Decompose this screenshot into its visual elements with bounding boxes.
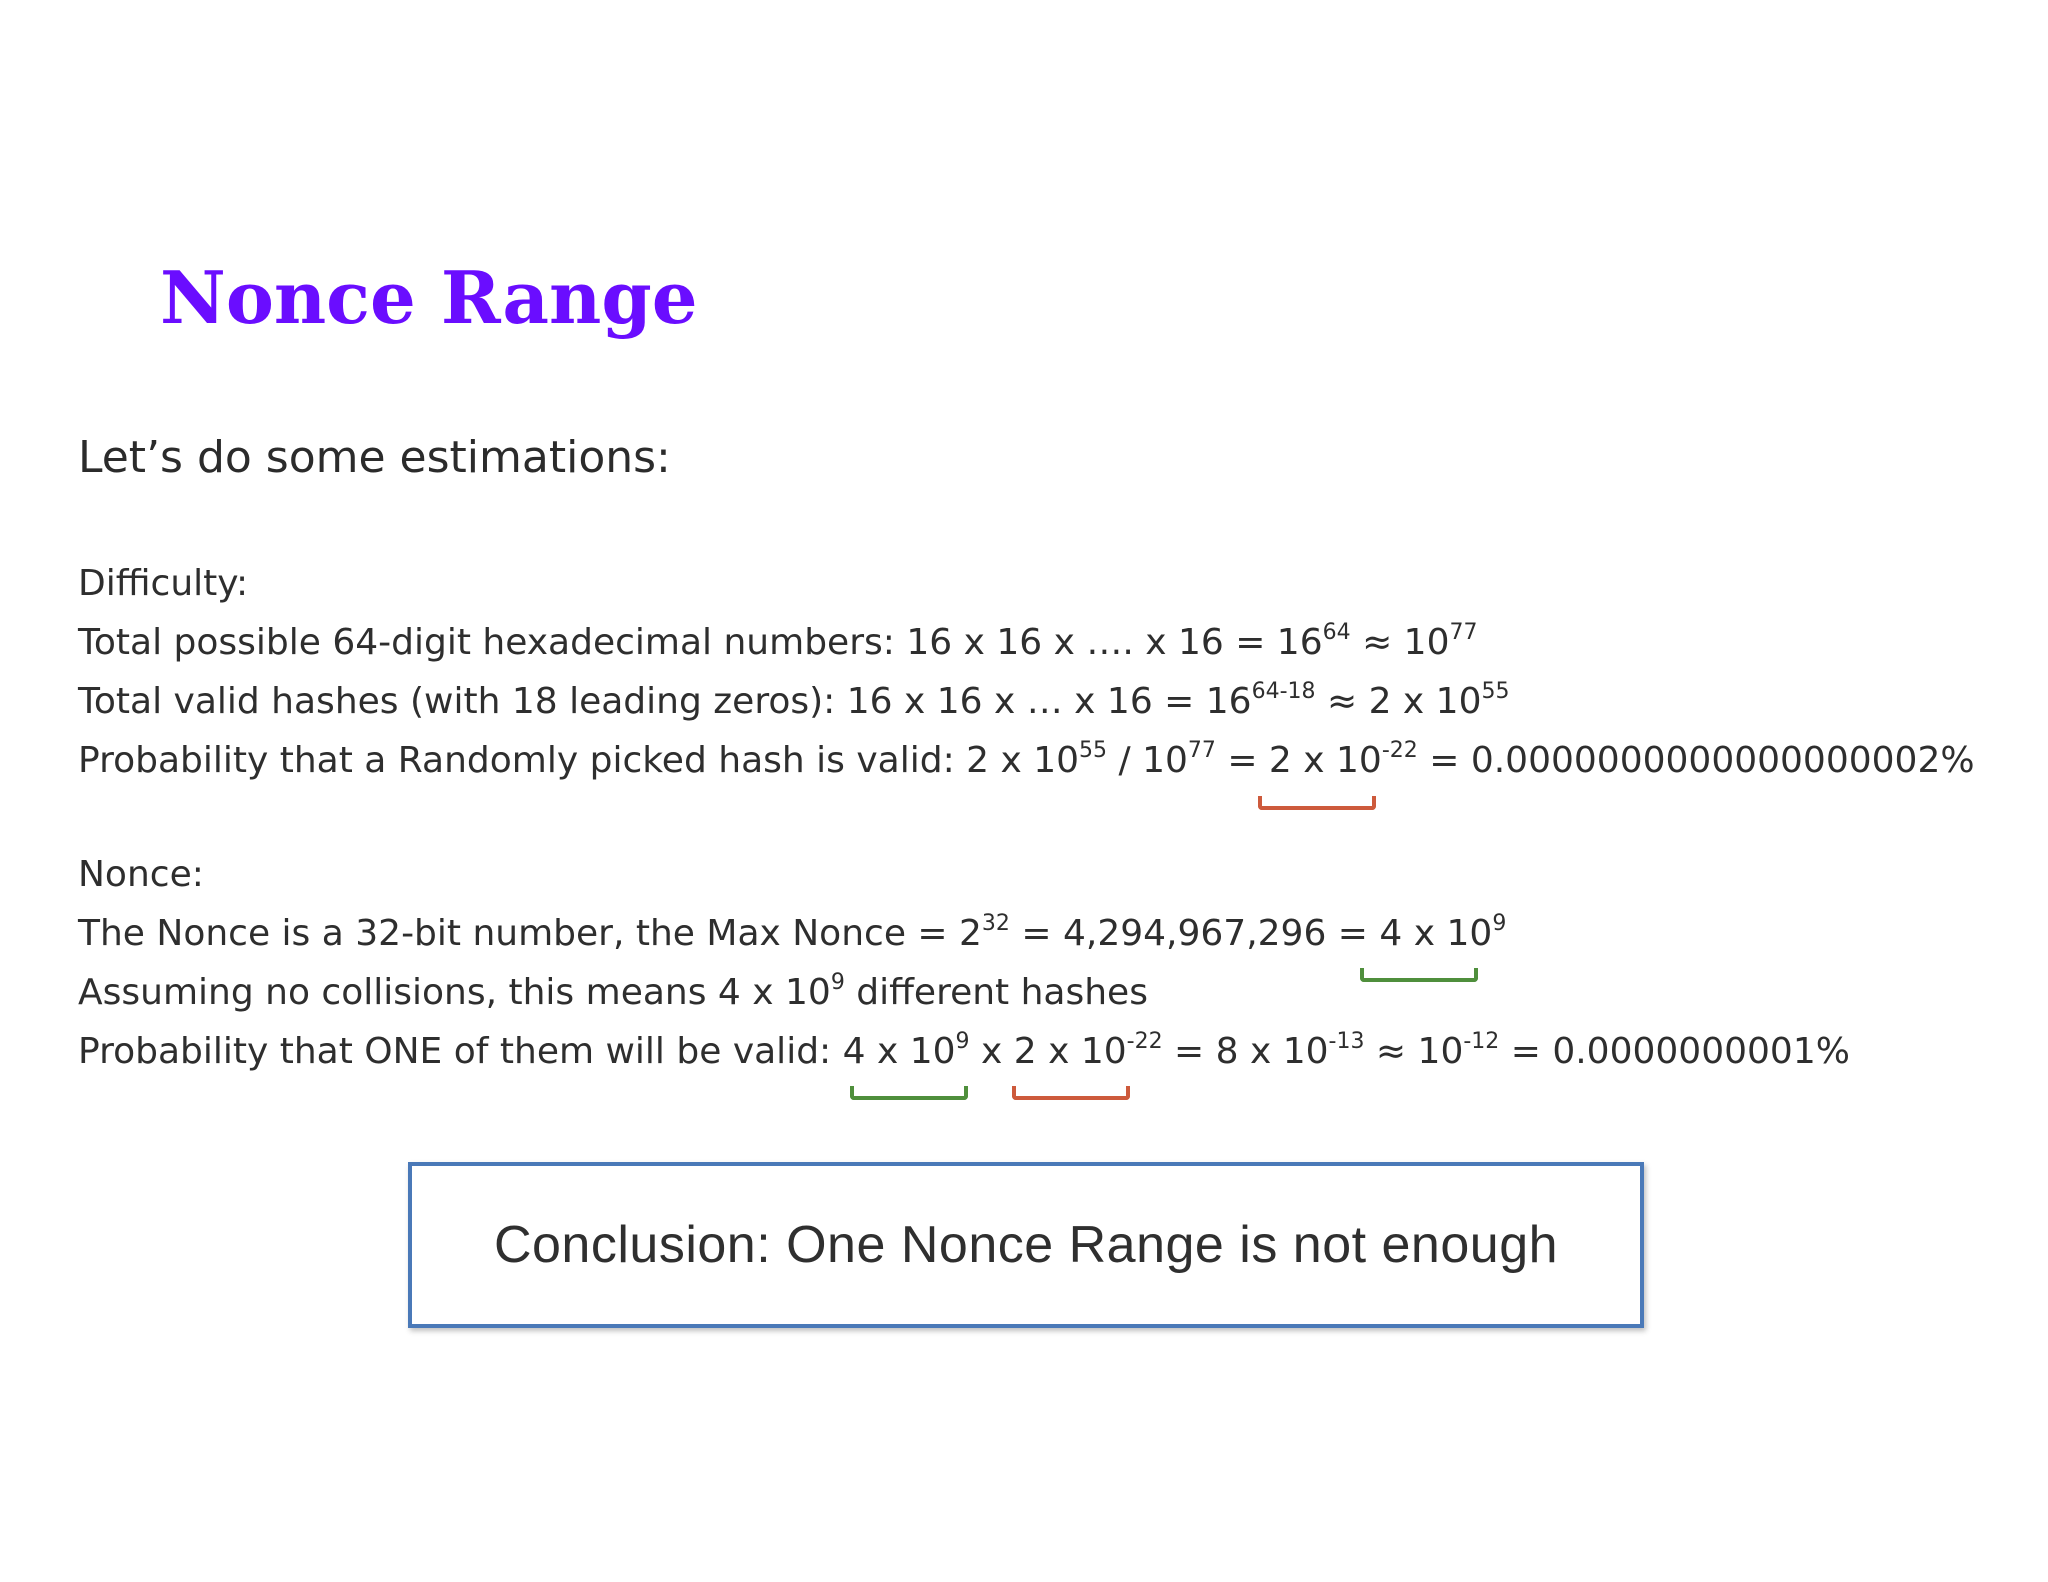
difficulty-line-total-possible: Total possible 64-digit hexadecimal numbers: 16 x 16 x …. x $16 = 16^{64} \approx 10^{77}$ bbox=[78, 620, 1478, 663]
conclusion-box bbox=[408, 1162, 1644, 1328]
nonce-count-underbrace-green bbox=[850, 1086, 968, 1100]
nonce-line-assumption: Assuming no collisions, this means 4 x $10^9$ different hashes bbox=[78, 970, 1148, 1013]
intro-text: Let’s do some estimations: bbox=[78, 432, 671, 483]
page-title: Nonce Range bbox=[160, 255, 698, 340]
difficulty-line-valid-hashes: Total valid hashes (with 18 leading zeros): 16 x 16 x … x $16 = 16^{64-18} \approx 2$ x $10^{55}$ bbox=[78, 679, 1510, 722]
max-nonce-underbrace-green bbox=[1360, 968, 1478, 982]
conclusion-text: Conclusion: One Nonce Range is not enough bbox=[493, 1216, 1559, 1274]
nonce-heading: Nonce: bbox=[78, 854, 204, 895]
nonce-line-probability: Probability that ONE of them will be valid: 4 x $10^9$ x 2 x $10^{-22} = 8$ x $10^{-13} \approx 10^{-12} = 0.0000000001\%$ bbox=[78, 1029, 1850, 1072]
difficulty-heading: Difficulty: bbox=[78, 563, 249, 604]
probability-underbrace-red-2 bbox=[1012, 1086, 1130, 1100]
difficulty-line-probability: Probability that a Randomly picked hash is valid: 2 x $10^{55} / 10^{77} = 2$ x $10^{-22} = 0.0000000000000000002\%$ bbox=[78, 738, 1975, 781]
nonce-line-max-nonce: The Nonce is a 32-bit number, the Max Nonce = $2^{32} = 4,294,967,296 = 4$ x $10^9$ bbox=[78, 911, 1507, 954]
probability-underbrace-red bbox=[1258, 796, 1376, 810]
